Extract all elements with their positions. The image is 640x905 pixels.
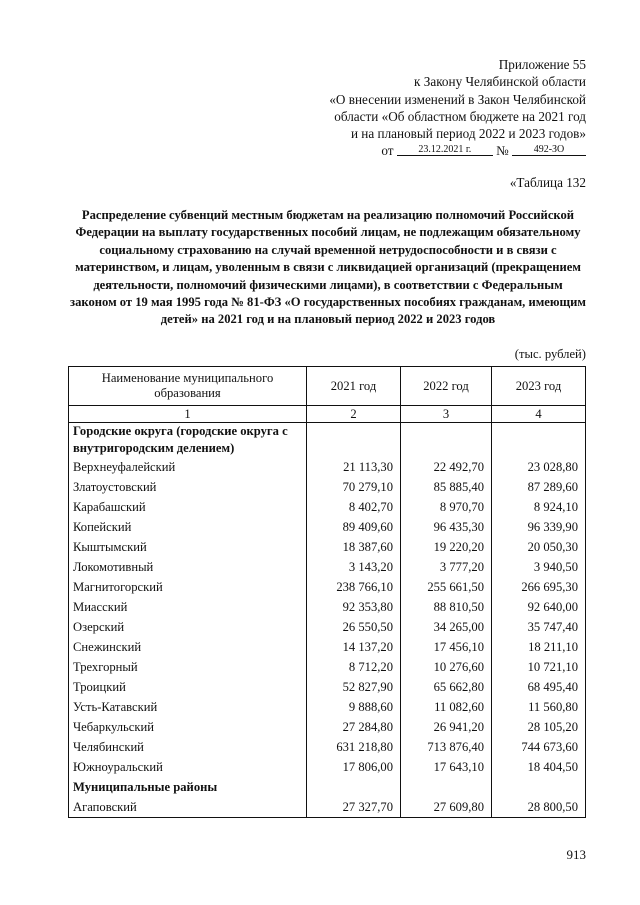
header-2022: 2022 год: [401, 367, 492, 406]
value-2022: 34 265,00: [401, 617, 492, 637]
value-2021: 3 143,20: [307, 557, 401, 577]
value-2023: 3 940,50: [492, 557, 586, 577]
municipality-name: Магнитогорский: [69, 577, 307, 597]
date-prefix: от: [381, 143, 394, 159]
value-2021: 631 218,80: [307, 737, 401, 757]
column-number: 1: [69, 406, 307, 423]
value-2021: 92 353,80: [307, 597, 401, 617]
appendix-line: и на плановый период 2022 и 2023 годов»: [350, 126, 586, 142]
value-2023: 96 339,90: [492, 517, 586, 537]
municipality-name: Озерский: [69, 617, 307, 637]
municipality-name: Чебаркульский: [69, 717, 307, 737]
value-2023: 68 495,40: [492, 677, 586, 697]
appendix-line: Приложение 55: [498, 57, 586, 72]
value-2021: 238 766,10: [307, 577, 401, 597]
municipality-name: Кыштымский: [69, 537, 307, 557]
table-row: [69, 477, 586, 497]
value-2022: 3 777,20: [401, 557, 492, 577]
empty-cell: [307, 777, 401, 797]
value-2021: 70 279,10: [307, 477, 401, 497]
header-municipality: Наименование муниципального образования: [69, 367, 307, 406]
value-2022: 27 609,80: [401, 797, 492, 818]
value-2023: 87 289,60: [492, 477, 586, 497]
table-row: [69, 617, 586, 637]
value-2022: 10 276,60: [401, 657, 492, 677]
table-row: [69, 757, 586, 777]
table-row: [69, 577, 586, 597]
value-2023: 28 105,20: [492, 717, 586, 737]
group-label: Городские округа (городские округа с внутригородским делением): [69, 423, 307, 458]
municipality-name: Златоустовский: [69, 477, 307, 497]
value-2021: 18 387,60: [307, 537, 401, 557]
value-2021: 9 888,60: [307, 697, 401, 717]
municipality-name: Снежинский: [69, 637, 307, 657]
value-2022: 88 810,50: [401, 597, 492, 617]
empty-cell: [307, 423, 401, 458]
municipality-name: Челябинский: [69, 737, 307, 757]
value-2023: 35 747,40: [492, 617, 586, 637]
appendix-line: к Закону Челябинской области: [414, 74, 586, 90]
value-2021: 27 284,80: [307, 717, 401, 737]
value-2023: 744 673,60: [492, 737, 586, 757]
header-2023: 2023 год: [492, 367, 586, 406]
value-2023: 28 800,50: [492, 797, 586, 818]
value-2022: 85 885,40: [401, 477, 492, 497]
table-row: [69, 797, 586, 818]
empty-cell: [492, 423, 586, 458]
empty-cell: [492, 777, 586, 797]
table-row: [69, 637, 586, 657]
municipality-name: Трехгорный: [69, 657, 307, 677]
empty-cell: [401, 423, 492, 458]
table-row: [69, 717, 586, 737]
table-body: [69, 423, 586, 818]
value-2021: 8 712,20: [307, 657, 401, 677]
appendix-header: [329, 56, 586, 160]
value-2023: 20 050,30: [492, 537, 586, 557]
table-reference: «Таблица 132: [509, 175, 586, 190]
value-2022: 26 941,20: [401, 717, 492, 737]
units-label: (тыс. рублей): [514, 347, 586, 361]
group-label: Муниципальные районы: [69, 777, 307, 797]
value-2021: 14 137,20: [307, 637, 401, 657]
value-2022: 255 661,50: [401, 577, 492, 597]
value-2022: 65 662,80: [401, 677, 492, 697]
value-2023: 8 924,10: [492, 497, 586, 517]
value-2021: 17 806,00: [307, 757, 401, 777]
municipality-name: Агаповский: [69, 797, 307, 818]
value-2022: 19 220,20: [401, 537, 492, 557]
table-row: [69, 677, 586, 697]
value-2023: 10 721,10: [492, 657, 586, 677]
value-2021: 21 113,30: [307, 457, 401, 477]
municipality-name: Усть-Катавский: [69, 697, 307, 717]
value-2023: 23 028,80: [492, 457, 586, 477]
table-row: [69, 497, 586, 517]
value-2021: 89 409,60: [307, 517, 401, 537]
date-number-line: [329, 142, 586, 159]
value-2022: 22 492,70: [401, 457, 492, 477]
value-2022: 96 435,30: [401, 517, 492, 537]
table-row: [69, 657, 586, 677]
value-2022: 17 643,10: [401, 757, 492, 777]
value-2021: 8 402,70: [307, 497, 401, 517]
municipality-name: Локомотивный: [69, 557, 307, 577]
group-row: [69, 423, 586, 458]
value-2021: 27 327,70: [307, 797, 401, 818]
value-2023: 92 640,00: [492, 597, 586, 617]
header-2021: 2021 год: [307, 367, 401, 406]
group-row: [69, 777, 586, 797]
value-2023: 18 211,10: [492, 637, 586, 657]
municipality-name: Южноуральский: [69, 757, 307, 777]
table-row: [69, 697, 586, 717]
municipality-name: Троицкий: [69, 677, 307, 697]
municipality-name: Миасский: [69, 597, 307, 617]
page-number: 913: [566, 847, 586, 862]
number-prefix: №: [496, 143, 509, 159]
document-title: Распределение субвенций местным бюджетам на реализацию полномочий Российской Федерации на выплату государственных пособий лицам, не подлежащим обязательному социальному страхованию на случай временной нетрудоспособности и в связи с материнством, и лицам, уволенным в связи с ликвидацией организаций (прекращением деятельности, полномочий физическими лицами), в соответствии с Федеральным законом от 19 мая 1995 года № 81-ФЗ «О государственных пособиях гражданам, имеющим детей» на 2021 год и на плановый период 2022 и 2023 годов: [70, 208, 586, 327]
value-2023: 18 404,50: [492, 757, 586, 777]
value-2022: 17 456,10: [401, 637, 492, 657]
table-row: [69, 557, 586, 577]
subvention-table: [68, 366, 586, 818]
value-2022: 713 876,40: [401, 737, 492, 757]
municipality-name: Верхнеуфалейский: [69, 457, 307, 477]
table-row: [69, 457, 586, 477]
empty-cell: [401, 777, 492, 797]
column-number: 4: [492, 406, 586, 423]
value-2021: 52 827,90: [307, 677, 401, 697]
table-row: [69, 517, 586, 537]
municipality-name: Копейский: [69, 517, 307, 537]
value-2023: 266 695,30: [492, 577, 586, 597]
table-row: [69, 597, 586, 617]
law-number: 492-ЗО: [512, 144, 586, 156]
table-row: [69, 537, 586, 557]
municipality-name: Карабашский: [69, 497, 307, 517]
value-2021: 26 550,50: [307, 617, 401, 637]
table-row: [69, 737, 586, 757]
appendix-line: области «Об областном бюджете на 2021 год: [334, 108, 586, 124]
value-2022: 11 082,60: [401, 697, 492, 717]
value-2023: 11 560,80: [492, 697, 586, 717]
column-number: 3: [401, 406, 492, 423]
law-date: 23.12.2021 г.: [397, 144, 493, 156]
appendix-line: «О внесении изменений в Закон Челябинской: [329, 91, 586, 107]
column-number: 2: [307, 406, 401, 423]
value-2022: 8 970,70: [401, 497, 492, 517]
